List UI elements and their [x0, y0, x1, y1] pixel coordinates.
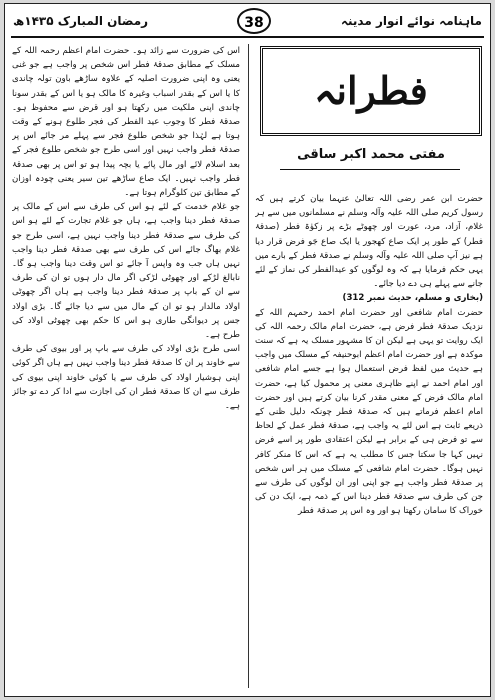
- article-title: فطرانہ: [314, 68, 428, 113]
- right-column: [255, 192, 483, 690]
- issue-label: رمضان المبارک ۱۴۳۵ھ: [13, 14, 149, 28]
- left-para-1: اس کی ضرورت سے زائد ہو۔ حضرت امام اعظم رحمہ اللہ کے مسلک کے مطابق صدقۂ فطر اس شخص پر واجب ہے جو غنی یعنی وہ اپنی ضرورت اصلیہ کے علاوہ ساڑھے باون تولہ چاندی کا یا اس کے بقدر اسباب وغیرہ کا مالک ہو یا اس کے بقدر سونا چاندی اپنی ملکیت میں رکھتا ہو اور قرض سے محفوظ ہو۔ صدقۂ فطر کا وجوب عید الفطر کی فجر طلوع ہونے کے وقت ہوتا ہے لہٰذا جو شخص طلوع فجر سے پہلے مر جائے اس پر صدقۂ فطر واجب نہیں اور اسی طرح جو شخص طلوع فجر کے بعد اسلام لائے اور مال پائے یا بچہ پیدا ہو تو اس پر بھی صدقۂ فطر واجب نہیں۔ ایک صاع ساڑھے تین سیر یعنی چودہ اوزان کے مطابق تین کلوگرام ہوتا ہے۔: [12, 46, 240, 199]
- right-para-1: حضرت ابن عمر رضی اللہ تعالیٰ عنہما بیان کرتے ہیں کہ رسول کریم صلی اللہ علیہ وآلہ وسلم نے مسلمانوں میں سے ہر غلام، آزاد، مرد، عورت اور چھوٹے بڑے پر زکوٰۃ فطر (صدقۂ فطر) کے طور پر ایک صاع کھجور یا ایک صاع جَو فرض قرار دیا ہے نیز آپ صلی اللہ علیہ وآلہ وسلم نے صدقۂ فطر کے بارے میں یہی حکم فرمایا ہے کہ وہ لوگوں کو عیدالفطر کی نماز کے لئے جانے سے پہلے ہی دے دیا جائے۔: [255, 194, 483, 290]
- left-para-3: اسی طرح بڑی اولاد کی طرف سے باپ پر اور بیوی کی طرف سے خاوند پر ان کا صدقۂ فطر دینا واجب نہیں ہے ہاں اگر کوئی اپنی ہوشیار اولاد کی طرف سے یا کوئی خاوند اپنی بیوی کی طرف سے ان کا صدقۂ فطر ان کی اجازت سے ادا کر دے تو جائز ہے۔: [12, 344, 240, 412]
- hadith-reference: (بخاری و مسلم، حدیث نمبر 312): [342, 293, 483, 304]
- magazine-page: [4, 3, 491, 697]
- magazine-name: ماہنامہ نوائے انوار مدینہ: [340, 14, 482, 28]
- article-author: مفتی محمد اکبر ساقی: [297, 147, 445, 162]
- column-divider: [248, 44, 249, 688]
- left-column: [12, 44, 240, 690]
- title-box: [260, 46, 482, 136]
- page-header: [11, 8, 484, 38]
- right-para-2: حضرت امام شافعی اور حضرت امام احمد رحمہم اللہ کے نزدیک صدقۂ فطر فرض ہے، حضرت امام مالک رحمہ اللہ کی ایک روایت تو یہی ہے لیکن ان کا مشہور مسلک یہ ہے کہ سنت موکدہ ہے اور حضرت امام اعظم ابوحنیفہ کے مسلک میں واجب ہے حدیث میں لفظ فرض استعمال ہوا ہے جسے امام شافعی اور امام احمد نے اپنے ظاہری معنی پر محمول کیا ہے، حضرت امام مالک فرض کے معنی مقدر کرنا بیان کرتے ہیں اور حضرت امام اعظم فرماتے ہیں کہ صدقۂ فطر چونکہ دلیل ظنی کے ذریعے ثابت ہے اس لئے یہ واجب ہے، صدقۂ فطر عمل کے لحاظ سے تو فرض ہی کے برابر ہے لیکن اعتقادی طور پر اسے فرض نہیں کہا جا سکتا جس کا مطلب یہ ہے کہ اس کا منکر کافر نہیں ہوگا۔ حضرت امام شافعی کے مسلک میں ہر اس شخص پر صدقۂ فطر واجب ہے جو اپنی اور ان لوگوں کی طرف سے جن کی طرف سے صدقۂ فطر دینا اس کے ذمہ ہے، ایک دن کی خوراک کا سامان رکھتا ہو اور وہ اس پر صدقۂ فطر: [255, 307, 483, 517]
- page-number: 38: [237, 8, 271, 34]
- left-para-2: جو غلام خدمت کے لئے ہو اس کی طرف سے اس کے مالک پر صدقۂ فطر دینا واجب ہے، ہاں جو غلام تجارت کے لئے ہو اس کی طرف سے صدقۂ فطر دینا واجب نہیں ہے، اسی طرح جو غلام بھاگ جائے اس کی طرف سے بھی صدقۂ فطر دینا واجب نہیں ہاں جب وہ واپس آ جائے تو اس وقت دینا واجب ہو گا۔ نابالغ لڑکے اور چھوٹی لڑکی اگر مال دار ہوں تو ان کی طرف سے ان کے باپ پر صدقۂ فطر دینا واجب ہے ہاں اگر چھوٹی اولاد مالدار ہو تو ان کے مال میں سے دیا جائے گا۔ بڑی اولاد جس پر دیوانگی طاری ہو اس کا حکم بھی چھوٹی اولاد کی طرح ہے۔: [12, 202, 240, 341]
- header-rule: [11, 36, 484, 38]
- author-underline: [280, 169, 460, 170]
